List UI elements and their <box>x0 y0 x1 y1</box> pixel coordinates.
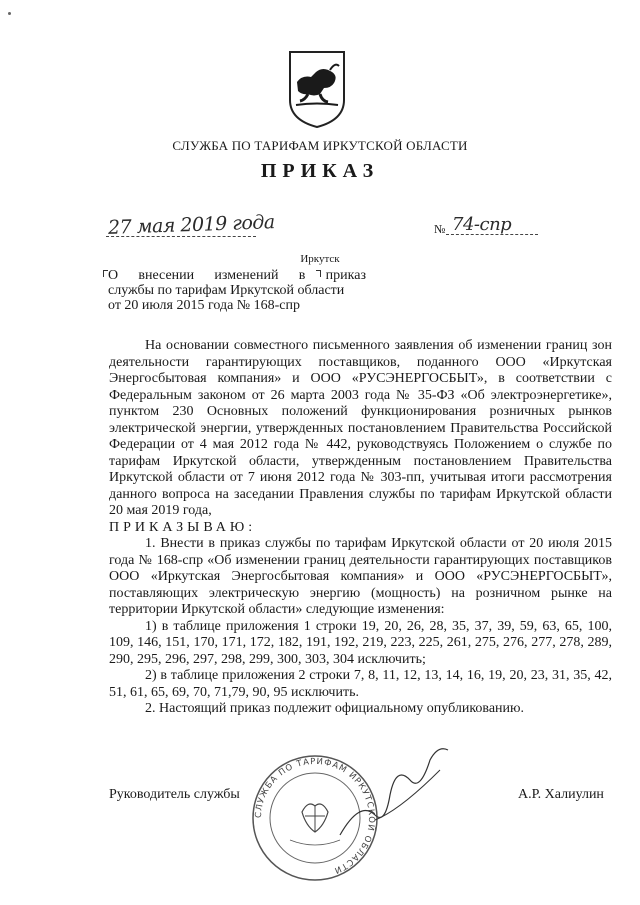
subject-line-2: службы по тарифам Иркутской области <box>108 283 345 298</box>
handwritten-number: 74-спр <box>452 214 512 235</box>
number-sign: № <box>434 222 446 236</box>
irkutsk-coat-of-arms-icon <box>286 48 348 130</box>
order-body <box>109 338 612 718</box>
subject-word: приказ <box>325 268 366 283</box>
subject-word: внесении <box>138 268 195 283</box>
handwritten-signature <box>330 740 460 850</box>
subject-word: О <box>108 268 119 283</box>
item-1-subitem-2: 2) в таблице приложения 2 строки 7, 8, 11, 12, 13, 14, 16, 19, 20, 23, 31, 35, 42, 51, 61, 65, 69, 70, 71,79, 90, 95 исключить. <box>109 668 612 700</box>
subject-word: изменений <box>214 268 279 283</box>
city: Иркутск <box>300 253 340 265</box>
number-underline <box>446 234 538 235</box>
item-1-subitem-1: 1) в таблице приложения 1 строки 19, 20, 26, 28, 35, 37, 39, 59, 63, 65, 100, 109, 146, 151, 170, 171, 172, 182, 191, 192, 219, 223, 225, 261, 275, 276, 277, 278, 289, 290, 295, 296, 297, 298, 299, 300, 303, 304 исключить; <box>109 618 612 667</box>
agency-name: СЛУЖБА ПО ТАРИФАМ ИРКУТСКОЙ ОБЛАСТИ <box>172 138 468 153</box>
subject-word: в <box>298 268 306 283</box>
item-2: 2. Настоящий приказ подлежит официальному опубликованию. <box>145 701 524 716</box>
seal-text: СЛУЖБА ПО ТАРИФАМ ИРКУТСКОЙ ОБЛАСТИ <box>253 756 377 876</box>
subject-line-3: от 20 июля 2015 года № 168-спр <box>108 298 301 313</box>
signatory-name: А.Р. Халиулин <box>518 787 604 802</box>
preamble-paragraph: На основании совместного письменного заявления об изменении границ зон деятельности гарантирующих поставщиков, поданного ООО «Иркутская Энергосбытовая компания» и ООО «РУСЭНЕРГОСБЫТ», в соответствии с Федеральным законом от 26 марта 2003 года № 35-ФЗ «Об электроэнергетике», пунктом 230 Основных положений функционирования розничных рынков электрической энергии, утвержденных постановлением Правительства Российской Федерации от 4 мая 2012 года № 442, руководствуясь Положением о службе по тарифам Иркутской области, утвержденным постановлением Правительства Иркутской области от 7 июня 2012 года № 303-пп, учитывая итоги рассмотрения данного вопроса на заседании Правления службы по тарифам Иркутской области 20 мая 2019 года, <box>109 338 612 518</box>
document-title: ПРИКАЗ <box>260 160 380 182</box>
handwritten-date: 27 мая 2019 года <box>107 211 276 239</box>
subject-block <box>108 268 366 313</box>
subject-line-1 <box>108 268 366 283</box>
item-1: 1. Внести в приказ службы по тарифам Иркутской области от 20 июля 2015 года № 168-спр «Об изменении границ деятельности гарантирующих поставщиков ООО «Иркутская Энергосбытовая компания» и ООО «РУСЭНЕРГОСБЫТ», поставляющих электрическую энергию (мощность) на розничном рынке на территории Иркутской области» следующие изменения: <box>109 536 612 617</box>
date-underline <box>106 236 256 237</box>
signatory-position: Руководитель службы <box>109 787 240 802</box>
order-word: ПРИКАЗЫВАЮ: <box>109 519 257 535</box>
scan-speck <box>8 12 11 15</box>
